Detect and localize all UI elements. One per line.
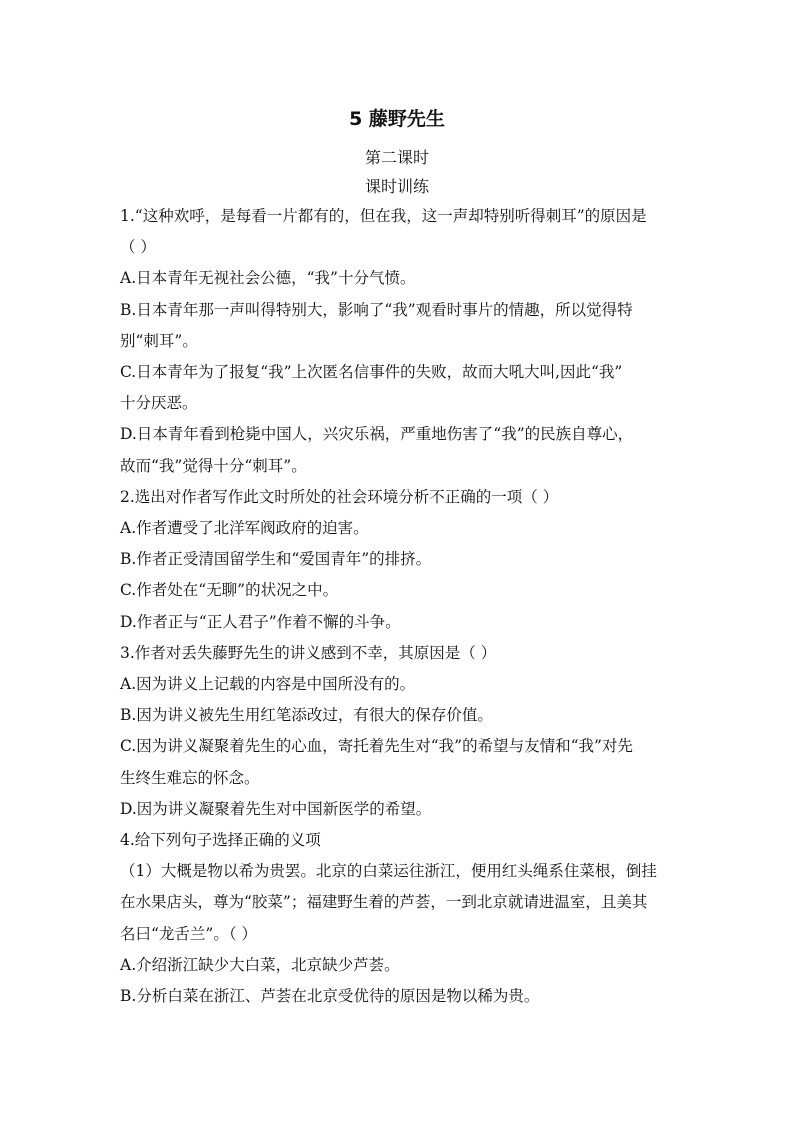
question-3-option-b: B.因为讲义被先生用红笔添改过，有很大的保存价值。 [120, 706, 493, 725]
question-1-option-c-cont: 十分厌恶。 [120, 394, 198, 413]
question-4-stem: 4.给下列句子选择正确的义项 [120, 831, 321, 850]
question-2-stem: 2.选出对作者写作此文时所处的社会环境分析不正确的一项（ ） [120, 487, 559, 506]
question-1-option-b-cont: 别“刺耳”。 [120, 331, 198, 350]
lesson-title: 5 藤野先生 [349, 108, 445, 130]
question-4-item-1: （1）大概是物以希为贵罢。北京的白菜运往浙江，便用红头绳系住菜根，倒挂 [120, 862, 657, 881]
question-1-answer-blank: （ ） [120, 238, 156, 257]
question-3-stem: 3.作者对丢失藤野先生的讲义感到不幸，其原因是（ ） [120, 643, 497, 662]
question-3-option-a: A.因为讲义上记载的内容是中国所没有的。 [120, 675, 416, 694]
question-1-option-d: D.日本青年看到枪毙中国人，兴灾乐祸，严重地伤害了“我”的民族自尊心， [120, 425, 634, 444]
question-3-option-d: D.因为讲义凝聚着先生对中国新医学的希望。 [120, 799, 432, 818]
question-1-option-a: A.日本青年无视社会公德，“我”十分气愤。 [120, 269, 416, 288]
question-2-option-d: D.作者正与“正人君子”作着不懈的斗争。 [120, 612, 401, 631]
question-2-option-a: A.作者遭受了北洋军阀政府的迫害。 [120, 519, 369, 538]
lesson-subtitle: 第二课时 [364, 148, 429, 167]
question-3-option-c-cont: 生终生难忘的怀念。 [120, 768, 260, 787]
question-4-item-1-cont-2: 名曰“龙舌兰”。（ ） [120, 924, 258, 943]
question-4-option-a: A.介绍浙江缺少大白菜，北京缺少芦荟。 [120, 955, 400, 974]
question-3-option-c: C.因为讲义凝聚着先生的心血，寄托着先生对“我”的希望与友情和“我”对先 [120, 737, 633, 756]
exercise-content [120, 201, 680, 1012]
question-4-item-1-cont: 在水果店头，尊为“胶菜”；福建野生着的芦荟，一到北京就请进温室，且美其 [120, 893, 648, 912]
question-1-option-b: B.日本青年那一声叫得特别大，影响了“我”观看时事片的情趣，所以觉得特 [120, 300, 633, 319]
question-1-stem: 1.“这种欢呼，是每看一片都有的，但在我，这一声却特别听得刺耳”的原因是 [120, 207, 647, 225]
question-1-option-c: C.日本青年为了报复“我”上次匿名信事件的失败，故而大吼大叫,因此“我” [120, 363, 623, 382]
section-heading: 课时训练 [364, 177, 429, 196]
question-4-option-b: B.分析白菜在浙江、芦荟在北京受优待的原因是物以稀为贵。 [120, 987, 540, 1006]
question-2-option-b: B.作者正受清国留学生和“爱国青年”的排挤。 [120, 550, 432, 569]
question-1-option-d-cont: 故而“我”觉得十分“刺耳”。 [120, 456, 307, 475]
question-2-option-c: C.作者处在“无聊”的状况之中。 [120, 581, 339, 600]
